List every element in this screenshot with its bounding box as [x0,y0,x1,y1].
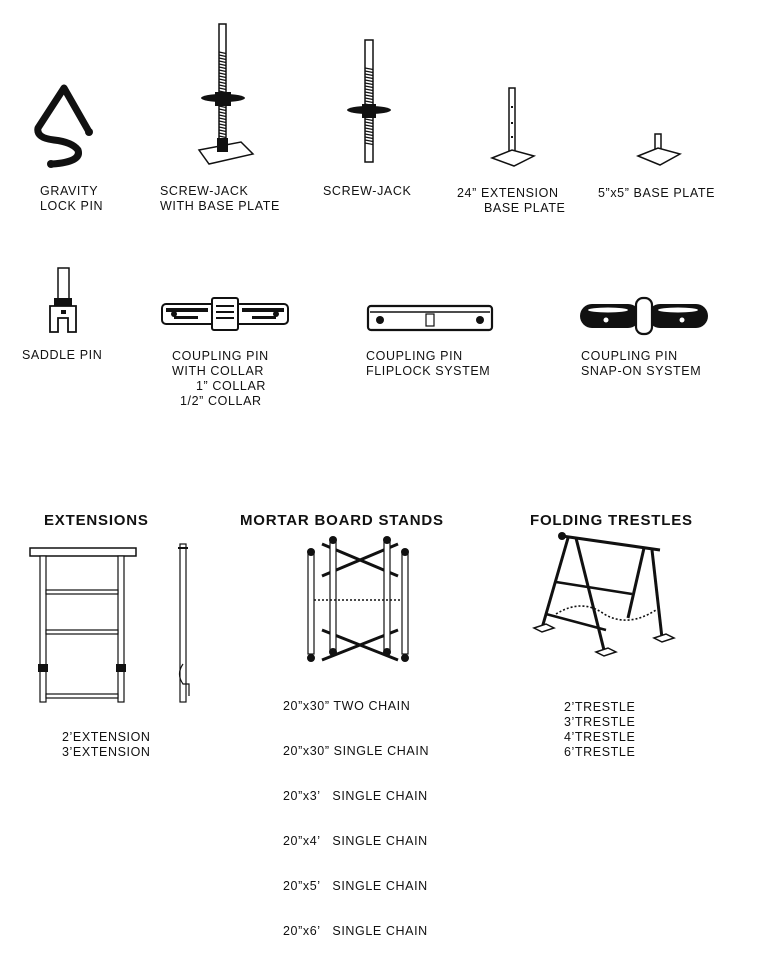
caption-gravity-lock-pin [40,184,103,214]
coupling-pin-collar-icon [160,296,290,332]
folding-trestles-heading: FOLDING TRESTLES [530,512,693,529]
screw-jack-icon [345,38,397,168]
caption-line: GRAVITY [40,184,99,198]
base-plate-icon [636,132,682,170]
caption-line: SCREW-JACK [323,184,412,198]
caption-line: COUPLING PIN [366,349,463,363]
mortar-board-list [283,669,429,954]
list-item: 20”x30” TWO CHAIN [283,699,411,713]
list-item: 20”x5’ SINGLE CHAIN [283,879,428,893]
caption-line: 1” COLLAR [196,379,267,393]
caption-screw-jack [323,184,411,199]
list-item: 4’TRESTLE [564,730,636,744]
caption-line: WITH COLLAR [172,364,265,378]
caption-screw-jack-base [160,184,280,214]
extension-frame-icon [26,544,206,724]
caption-line: LOCK PIN [40,199,104,213]
caption-line: 1/2” COLLAR [180,394,262,408]
list-item: 6’TRESTLE [564,745,636,759]
gravity-lock-pin-icon [30,78,100,170]
list-item: 2’TRESTLE [564,700,636,714]
caption-extension-base-plate [457,186,566,216]
folding-trestles-list [564,700,635,760]
list-item: 20”x6’ SINGLE CHAIN [283,924,428,938]
screw-jack-with-base-plate-icon [195,22,255,167]
mortar-board-stands-heading: MORTAR BOARD STANDS [240,512,444,529]
list-item: 3’EXTENSION [62,745,151,759]
extension-base-plate-icon [490,86,536,168]
saddle-pin-icon [44,266,84,338]
mortar-board-stand-icon [300,534,420,668]
coupling-pin-fliplock-icon [366,302,494,334]
caption-line: SNAP-ON SYSTEM [581,364,702,378]
caption-line: SCREW-JACK [160,184,249,198]
caption-saddle-pin [22,348,102,363]
list-item: 20”x30” SINGLE CHAIN [283,744,430,758]
caption-coupling-pin-fliplock [366,349,490,379]
caption-coupling-pin-collar [172,349,269,409]
caption-line: WITH BASE PLATE [160,199,280,213]
caption-base-plate [598,186,715,201]
caption-line: COUPLING PIN [581,349,678,363]
caption-line: FLIPLOCK SYSTEM [366,364,491,378]
caption-line: BASE PLATE [484,201,566,215]
coupling-pin-snap-on-icon [578,296,710,336]
list-item: 3’TRESTLE [564,715,636,729]
caption-line: COUPLING PIN [172,349,269,363]
extensions-list [62,730,151,760]
caption-coupling-pin-snap-on [581,349,701,379]
caption-line: 24” EXTENSION [457,186,559,200]
list-item: 20”x3’ SINGLE CHAIN [283,789,428,803]
folding-trestle-icon [532,528,692,664]
caption-line: 5”x5” BASE PLATE [598,186,716,200]
list-item: 20”x4’ SINGLE CHAIN [283,834,428,848]
list-item: 2’EXTENSION [62,730,151,744]
caption-line: SADDLE PIN [22,348,103,362]
extensions-heading: EXTENSIONS [44,512,149,529]
